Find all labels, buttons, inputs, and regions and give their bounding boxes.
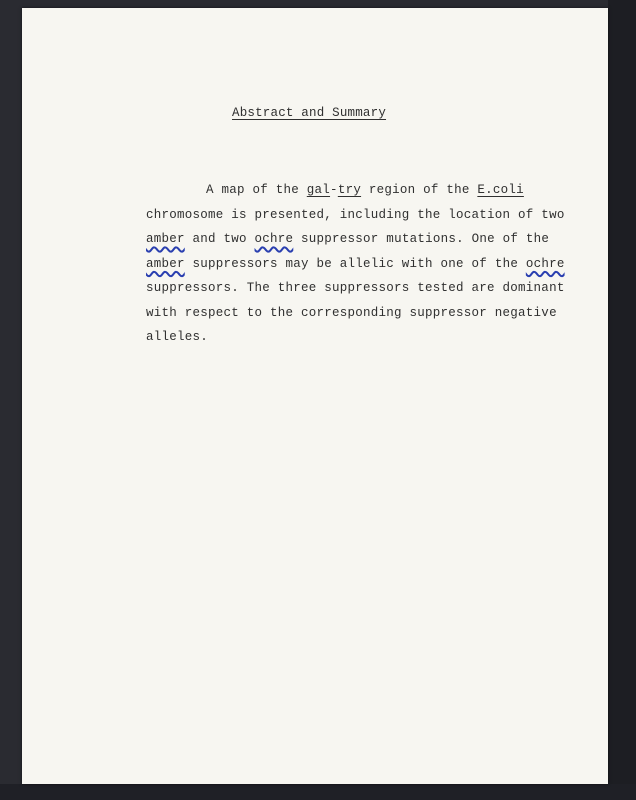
abstract-line-7: alleles.	[146, 330, 209, 344]
document-page	[22, 8, 608, 784]
term-ochre: ochre	[254, 232, 294, 246]
scanner-edge-right	[608, 0, 636, 800]
abstract-line-2: chromosome is presented, including the location of two	[146, 207, 565, 222]
document-title: Abstract and Summary	[232, 106, 387, 120]
abstract-line-4: amber suppressors may be allelic with one of the ochre	[146, 256, 565, 271]
gene-try: try	[337, 183, 362, 197]
term-amber: amber	[146, 256, 185, 271]
scanner-edge-bottom	[0, 784, 636, 800]
abstract-line-3: amber and two ochre suppressor mutations. One of the	[146, 232, 550, 246]
term-ochre: ochre	[525, 256, 565, 271]
abstract-line-1: A map of the gal-try region of the E.coli	[206, 183, 524, 197]
term-amber: amber	[146, 232, 185, 246]
abstract-body	[146, 178, 576, 350]
abstract-line-5: suppressors. The three suppressors tested are dominant	[146, 281, 565, 295]
abstract-line-6: with respect to the corresponding suppressor negative	[146, 305, 557, 320]
gene-gal: gal	[306, 183, 331, 197]
organism-ecoli: E.coli	[477, 183, 524, 197]
